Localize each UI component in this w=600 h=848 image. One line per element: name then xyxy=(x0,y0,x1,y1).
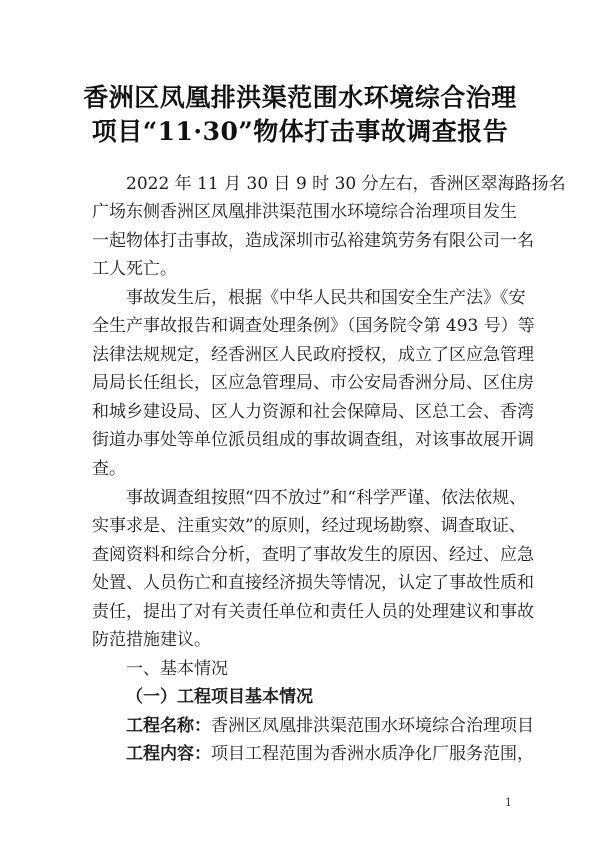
paragraph-3-line-6: 防范措施建议。 xyxy=(92,630,211,650)
paragraph-3-line-4: 处置、人员伤亡和直接经济损失等情况，认定了事故性质和 xyxy=(92,573,534,593)
report-title-line-2: 项目“11·30”物体打击事故调查报告 xyxy=(91,117,509,146)
project-name-label: 工程名称： xyxy=(126,716,211,736)
section-heading-basic-info: 一、基本情况 xyxy=(126,659,228,679)
paragraph-1-line-1: 2022 年 11 月 30 日 9 时 30 分左右，香洲区翠海路扬名 xyxy=(126,174,566,194)
paragraph-2-line-1: 事故发生后，根据《中华人民共和国安全生产法》《安 xyxy=(126,288,526,308)
paragraph-1-line-2: 广场东侧香洲区凤凰排洪渠范围水环境综合治理项目发生 xyxy=(92,202,517,222)
project-name-row xyxy=(126,714,534,738)
paragraph-2-line-3: 法律法规规定，经香洲区人民政府授权，成立了区应急管理 xyxy=(92,345,534,365)
paragraph-2-line-2: 全生产事故报告和调查处理条例》（国务院令第 493 号）等 xyxy=(92,316,535,336)
paragraph-3-line-5: 责任，提出了对有关责任单位和责任人员的处理建议和事故 xyxy=(92,602,534,622)
paragraph-1-line-4: 工人死亡。 xyxy=(92,259,177,279)
paragraph-3-line-2: 实事求是、注重实效”的原则，经过现场勘察、调查取证、 xyxy=(92,516,526,536)
project-content-label: 工程内容： xyxy=(126,744,211,764)
paragraph-2-line-5: 和城乡建设局、区人力资源和社会保障局、区总工会、香湾 xyxy=(92,402,534,422)
project-content-row xyxy=(126,742,534,766)
paragraph-2-line-7: 查。 xyxy=(92,459,126,479)
subsection-heading-project-info: （一）工程项目基本情况 xyxy=(126,687,313,707)
paragraph-1-line-3: 一起物体打击事故，造成深圳市弘裕建筑劳务有限公司一名 xyxy=(92,231,534,251)
paragraph-3-line-3: 查阅资料和综合分析，查明了事故发生的原因、经过、应急 xyxy=(92,545,534,565)
page-number: 1 xyxy=(505,796,512,809)
paragraph-2-line-4: 局局长任组长，区应急管理局、市公安局香洲分局、区住房 xyxy=(92,373,534,393)
report-title-line-1: 香洲区凤凰排洪渠范围水环境综合治理 xyxy=(83,83,517,112)
project-name-value: 香洲区凤凰排洪渠范围水环境综合治理项目 xyxy=(211,716,534,736)
project-content-value: 项目工程范围为香洲水质净化厂服务范围， xyxy=(211,744,534,764)
paragraph-3-line-1: 事故调查组按照“四不放过”和“科学严谨、依法依规、 xyxy=(126,488,527,508)
paragraph-2-line-6: 街道办事处等单位派员组成的事故调查组，对该事故展开调 xyxy=(92,430,534,450)
